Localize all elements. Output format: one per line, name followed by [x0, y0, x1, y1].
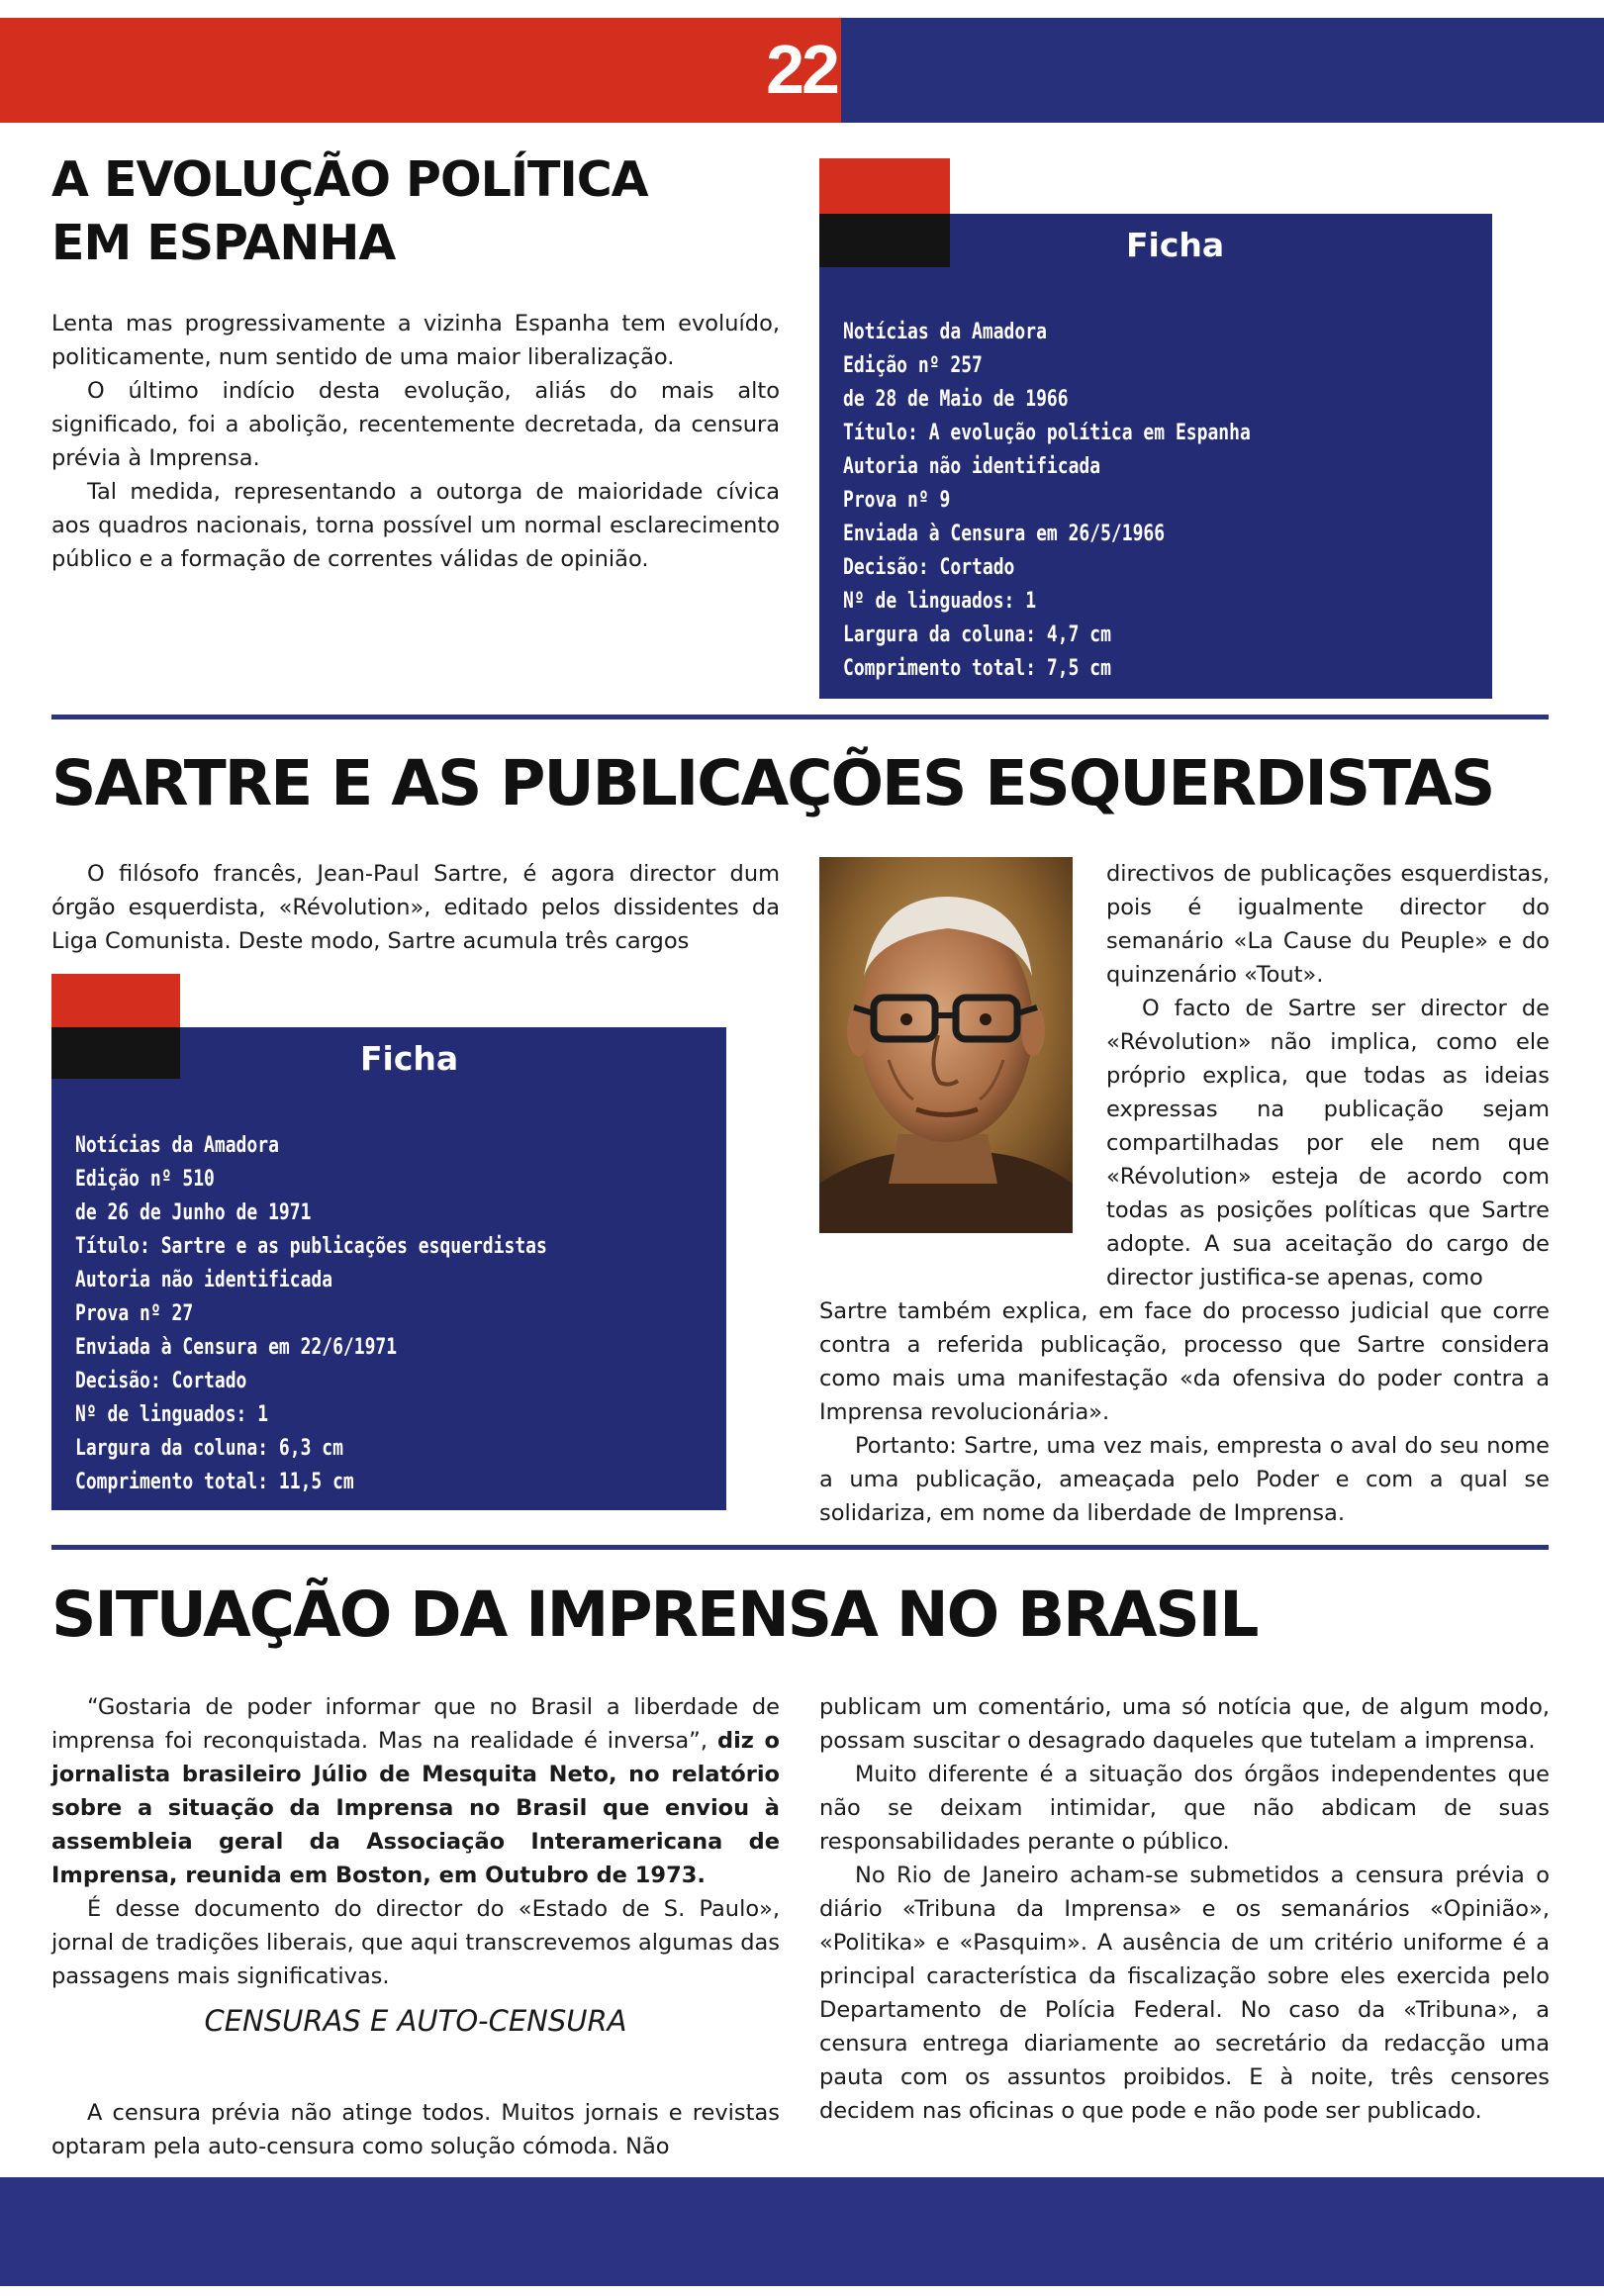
- ficha-line: Autoria não identificada: [843, 453, 1101, 479]
- spain-article-body: [51, 307, 780, 576]
- header-band-blue: [841, 18, 1604, 123]
- ficha-line: Enviada à Censura em 22/6/1971: [75, 1334, 398, 1360]
- sartre-paragraph: Portanto: Sartre, uma vez mais, empresta o aval do seu nome a uma publicação, ameaçada pelo Poder e com a qual se solidariza, em nome da liberdade de Imprensa.: [819, 1433, 1550, 1526]
- ficha-line: Notícias da Amadora: [843, 319, 1047, 344]
- ficha-line: Título: Sartre e as publicações esquerdistas: [75, 1233, 547, 1259]
- spain-paragraph: O último indício desta evolução, aliás do mais alto significado, foi a abolição, recentemente decretada, da censura prévia à Imprensa.: [51, 378, 780, 471]
- sartre-article-left: [51, 857, 780, 958]
- sartre-paragraph: O filósofo francês, Jean-Paul Sartre, é agora director dum órgão esquerdista, «Révolution», editado pelos dissidentes da Liga Comunista. Deste modo, Sartre acumula três cargos: [51, 861, 780, 954]
- ficha-line: Prova nº 27: [75, 1300, 194, 1326]
- ficha-title: Ficha: [360, 1039, 459, 1078]
- section-title-spain-line2: EM ESPANHA: [51, 215, 396, 271]
- ficha-line: Notícias da Amadora: [75, 1132, 279, 1158]
- sartre-paragraph: Sartre também explica, em face do processo judicial que corre contra a referida publicação, processo que Sartre considera como mais uma manifestação «da ofensiva do poder contra a Imprensa revolucionária».: [819, 1298, 1550, 1425]
- ficha-line: Enviada à Censura em 26/5/1966: [843, 521, 1166, 546]
- spain-paragraph: Tal medida, representando a outorga de maioridade cívica aos quadros nacionais, torna possível um normal esclarecimento público e a formação de correntes válidas de opinião.: [51, 479, 780, 572]
- ficha-line: Largura da coluna: 4,7 cm: [843, 622, 1111, 647]
- ficha-title: Ficha: [1126, 226, 1225, 264]
- ficha-line: Decisão: Cortado: [843, 554, 1015, 580]
- subheading-censuras: CENSURAS E AUTO-CENSURA: [204, 2004, 627, 2038]
- section-divider: [51, 1545, 1549, 1550]
- ficha-line: Edição nº 510: [75, 1166, 215, 1192]
- page-number: 22: [766, 31, 837, 108]
- sartre-paragraph: O facto de Sartre ser director de «Révolution» não implica, como ele próprio explica, que todas as ideias expressas na publicação sejam compartilhadas por ele nem que «Révolution» esteja de acordo com todas as posições políticas que Sartre adopte. A sua aceitação do cargo de director justifica-se apenas, como: [1106, 996, 1550, 1291]
- ficha-line: Edição nº 257: [843, 352, 983, 378]
- brasil-paragraph: É desse documento do director do «Estado de S. Paulo», jornal de tradições liberais, que aqui transcrevemos algumas das passagens mais significativas.: [51, 1896, 780, 1989]
- sartre-paragraph: directivos de publicações esquerdistas, pois é igualmente director do semanário «La Cause du Peuple» e do quinzenário «Tout».: [1106, 861, 1550, 988]
- ficha-details: [75, 1128, 547, 1498]
- brasil-intro-paragraph: [51, 1690, 780, 1892]
- ficha-line: Comprimento total: 7,5 cm: [843, 655, 1111, 681]
- section-title-sartre: SARTRE E AS PUBLICAÇÕES ESQUERDISTAS: [51, 747, 1494, 819]
- section-title-spain-line1: A EVOLUÇÃO POLÍTICA: [51, 151, 648, 208]
- ficha-line: Nº de linguados: 1: [843, 588, 1037, 614]
- brasil-paragraph: A censura prévia não atinge todos. Muitos jornais e revistas optaram pela auto-censura como solução cómoda. Não: [51, 2100, 780, 2159]
- header-band-red: [0, 18, 841, 123]
- brasil-paragraph: publicam um comentário, uma só notícia que, de algum modo, possam suscitar o desagrado daqueles que tutelam a imprensa.: [819, 1694, 1550, 1754]
- brasil-article-right: [819, 1690, 1550, 2128]
- section-divider: [51, 715, 1549, 719]
- ficha-line: de 28 de Maio de 1966: [843, 386, 1069, 412]
- brasil-intro-quote: “Gostaria de poder informar que no Brasil a liberdade de imprensa foi reconquistada. Mas na realidade é inversa”,: [51, 1694, 780, 1754]
- sartre-article-continuation: [819, 1294, 1550, 1530]
- ficha-line: Prova nº 9: [843, 487, 951, 513]
- brasil-paragraph: No Rio de Janeiro acham-se submetidos a censura prévia o diário «Tribuna da Imprensa» e os semanários «Opinião», «Politika» e «Pasquim». A ausência de um critério uniforme é a principal característica da fiscalização sobre eles exercida pelo Departamento de Polícia Federal. No caso da «Tribuna», a censura entrega diariamente ao secretário da redacção uma pauta com os assuntos proibidos. E à noite, três censores decidem nas oficinas o que pode e não pode ser publicado.: [819, 1863, 1550, 2124]
- spain-paragraph: Lenta mas progressivamente a vizinha Espanha tem evoluído, politicamente, num sentido de uma maior liberalização.: [51, 311, 780, 370]
- ficha-details: [843, 315, 1251, 685]
- brasil-paragraph: Muito diferente é a situação dos órgãos independentes que não se deixam intimidar, que não abdicam de suas responsabilidades perante o público.: [819, 1762, 1550, 1855]
- ficha-line: Comprimento total: 11,5 cm: [75, 1469, 354, 1494]
- ficha-line: Título: A evolução política em Espanha: [843, 420, 1251, 445]
- ficha-line: Largura da coluna: 6,3 cm: [75, 1435, 343, 1461]
- sartre-portrait-photo: [819, 857, 1073, 1233]
- ficha-accent-black: [51, 1027, 180, 1079]
- brasil-article-left-cont: [51, 2096, 780, 2163]
- ficha-line: Decisão: Cortado: [75, 1368, 247, 1393]
- ficha-accent-red: [819, 158, 950, 222]
- brasil-intro-bold: diz o jornalista brasileiro Júlio de Mesquita Neto, no relatório sobre a situação da Imprensa no Brasil que enviou à assembleia geral da Associação Interamericana de Imprensa, reunida em Boston, em Outubro de 1973.: [51, 1728, 780, 1888]
- ficha-line: de 26 de Junho de 1971: [75, 1199, 312, 1225]
- sartre-article-right: [1106, 857, 1550, 1294]
- section-title-brasil: SITUAÇÃO DA IMPRENSA NO BRASIL: [51, 1578, 1258, 1651]
- footer-band: [0, 2177, 1604, 2286]
- ficha-line: Nº de linguados: 1: [75, 1401, 269, 1427]
- ficha-accent-red: [51, 974, 180, 1033]
- section-title-spain: [51, 148, 648, 275]
- brasil-article-left: [51, 1690, 780, 1993]
- ficha-accent-black-overlay: [819, 214, 950, 267]
- ficha-line: Autoria não identificada: [75, 1267, 333, 1292]
